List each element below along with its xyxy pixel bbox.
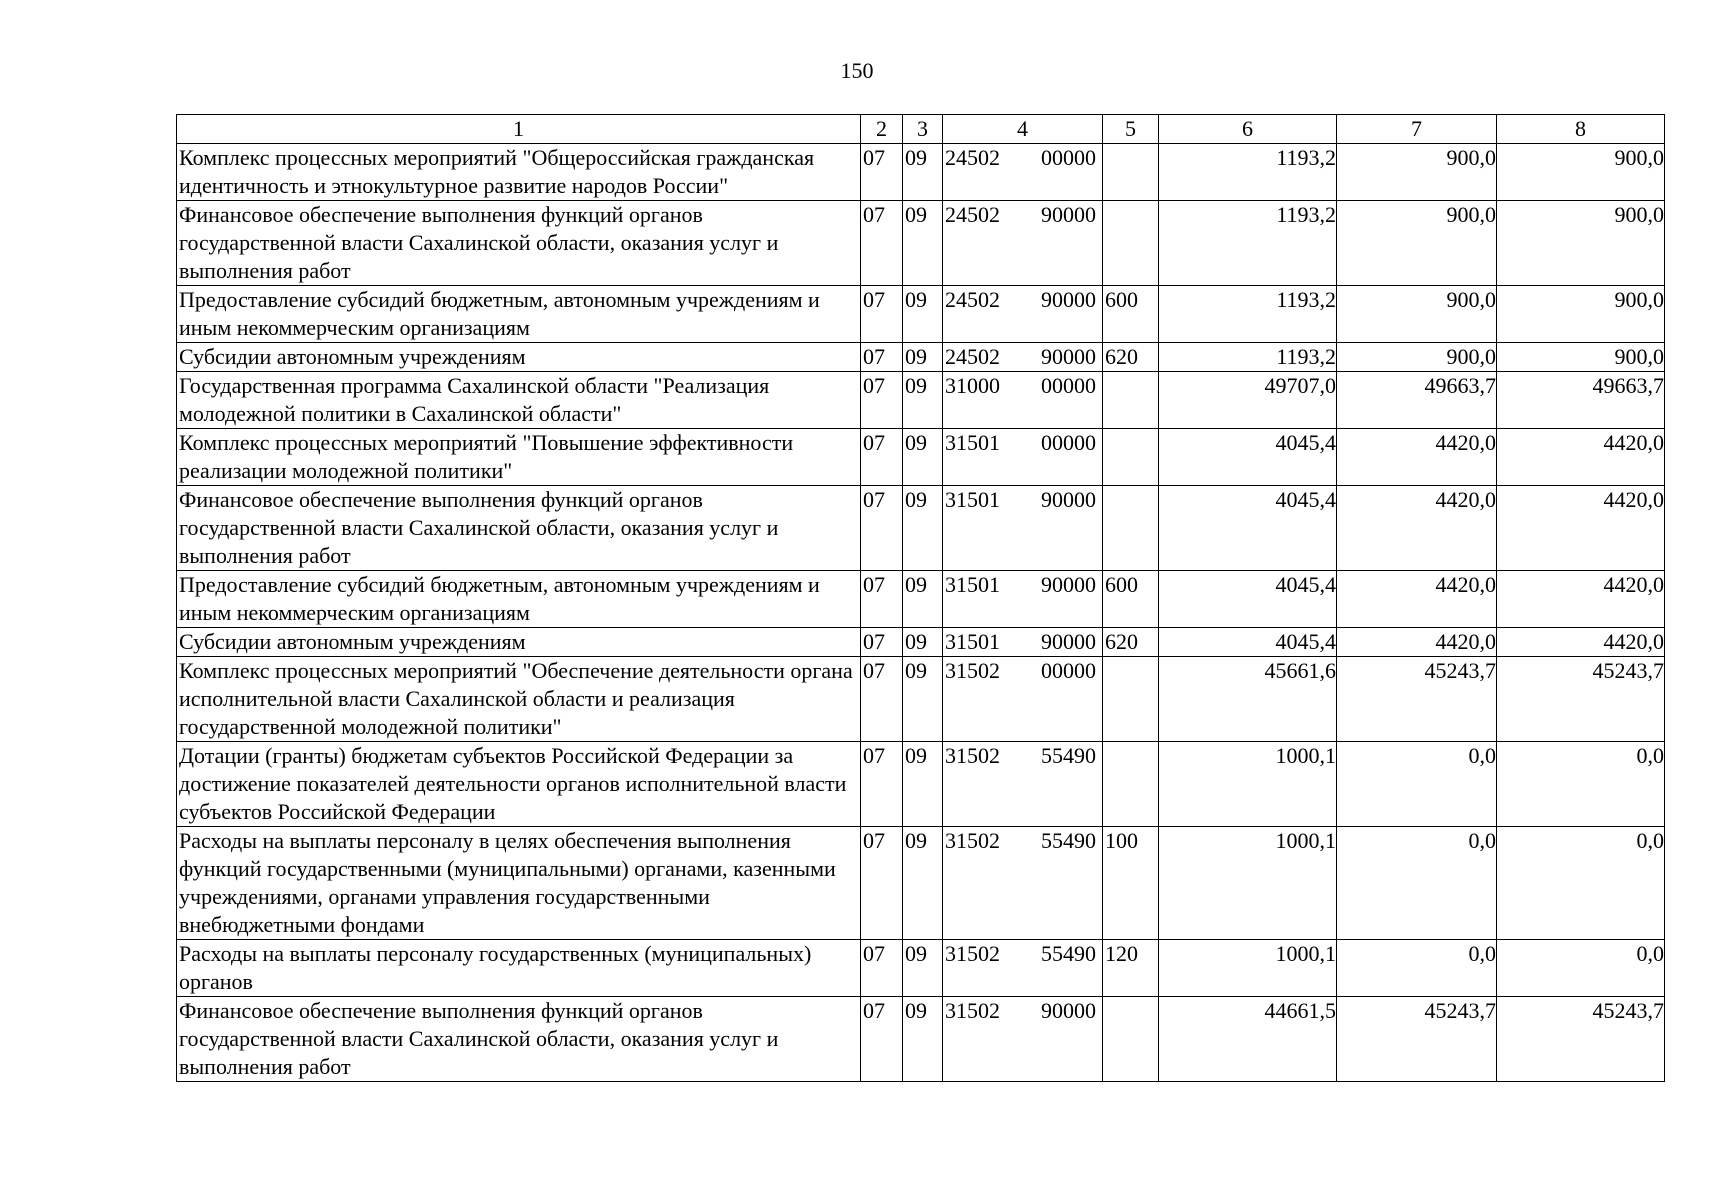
subsection-code-cell: 09 xyxy=(903,657,943,742)
amount-col-7-cell: 0,0 xyxy=(1337,940,1497,997)
direction-code: 55490 xyxy=(1041,743,1096,768)
program-code: 31501 xyxy=(945,487,1000,512)
direction-code: 90000 xyxy=(1041,487,1096,512)
target-article-cell xyxy=(943,571,1103,628)
row-name-cell: Финансовое обеспечение выполнения функций органов государственной власти Сахалинской области, оказания услуг и выполнения работ xyxy=(177,997,861,1082)
budget-table xyxy=(176,114,1665,1082)
section-code-cell: 07 xyxy=(861,628,903,657)
subsection-code-cell: 09 xyxy=(903,997,943,1082)
amount-col-7-cell: 4420,0 xyxy=(1337,628,1497,657)
program-code: 31502 xyxy=(945,941,1000,966)
program-code: 31502 xyxy=(945,743,1000,768)
direction-code: 90000 xyxy=(1041,287,1096,312)
amount-col-7-cell: 900,0 xyxy=(1337,343,1497,372)
expense-type-cell xyxy=(1103,657,1159,742)
row-name-cell: Комплекс процессных мероприятий "Обеспечение деятельности органа исполнительной власти Сахалинской области и реализация государственной молодежной политики" xyxy=(177,657,861,742)
subsection-code-cell: 09 xyxy=(903,343,943,372)
amount-col-7-cell: 45243,7 xyxy=(1337,657,1497,742)
program-code: 24502 xyxy=(945,202,1000,227)
amount-col-6-cell: 1000,1 xyxy=(1159,827,1337,940)
table-header xyxy=(177,115,1665,144)
target-article-code xyxy=(945,742,1102,770)
direction-code: 00000 xyxy=(1041,373,1096,398)
table-row xyxy=(177,429,1665,486)
subsection-code-cell: 09 xyxy=(903,201,943,286)
table-row xyxy=(177,742,1665,827)
amount-col-8-cell: 45243,7 xyxy=(1497,997,1665,1082)
target-article-code xyxy=(945,997,1102,1025)
program-code: 24502 xyxy=(945,287,1000,312)
target-article-cell xyxy=(943,343,1103,372)
row-name-cell: Предоставление субсидий бюджетным, автономным учреждениям и иным некоммерческим организациям xyxy=(177,571,861,628)
amount-col-7-cell: 0,0 xyxy=(1337,742,1497,827)
table-row xyxy=(177,657,1665,742)
section-code-cell: 07 xyxy=(861,940,903,997)
table-row xyxy=(177,372,1665,429)
target-article-code xyxy=(945,144,1102,172)
amount-col-6-cell: 1193,2 xyxy=(1159,201,1337,286)
subsection-code-cell: 09 xyxy=(903,628,943,657)
expense-type-cell xyxy=(1103,201,1159,286)
amount-col-7-cell: 4420,0 xyxy=(1337,486,1497,571)
target-article-code xyxy=(945,201,1102,229)
amount-col-6-cell: 4045,4 xyxy=(1159,486,1337,571)
target-article-cell xyxy=(943,372,1103,429)
row-name-cell: Финансовое обеспечение выполнения функций органов государственной власти Сахалинской области, оказания услуг и выполнения работ xyxy=(177,486,861,571)
expense-type-cell xyxy=(1103,144,1159,201)
section-code-cell: 07 xyxy=(861,343,903,372)
table-row xyxy=(177,144,1665,201)
target-article-code xyxy=(945,571,1102,599)
target-article-cell xyxy=(943,997,1103,1082)
header-row xyxy=(177,115,1665,144)
table-row xyxy=(177,343,1665,372)
row-name-cell: Финансовое обеспечение выполнения функций органов государственной власти Сахалинской области, оказания услуг и выполнения работ xyxy=(177,201,861,286)
amount-col-7-cell: 45243,7 xyxy=(1337,997,1497,1082)
header-col-4: 4 xyxy=(943,115,1103,144)
amount-col-7-cell: 0,0 xyxy=(1337,827,1497,940)
amount-col-6-cell: 1193,2 xyxy=(1159,343,1337,372)
row-name-cell: Расходы на выплаты персоналу государственных (муниципальных) органов xyxy=(177,940,861,997)
program-code: 31502 xyxy=(945,828,1000,853)
header-col-6: 6 xyxy=(1159,115,1337,144)
expense-type-cell xyxy=(1103,429,1159,486)
expense-type-cell xyxy=(1103,486,1159,571)
target-article-cell xyxy=(943,742,1103,827)
amount-col-7-cell: 900,0 xyxy=(1337,286,1497,343)
target-article-cell xyxy=(943,144,1103,201)
direction-code: 55490 xyxy=(1041,941,1096,966)
target-article-cell xyxy=(943,486,1103,571)
expense-type-cell: 620 xyxy=(1103,628,1159,657)
direction-code: 90000 xyxy=(1041,344,1096,369)
direction-code: 90000 xyxy=(1041,202,1096,227)
section-code-cell: 07 xyxy=(861,657,903,742)
target-article-cell xyxy=(943,429,1103,486)
header-col-3: 3 xyxy=(903,115,943,144)
row-name-cell: Комплекс процессных мероприятий "Повышение эффективности реализации молодежной политики" xyxy=(177,429,861,486)
amount-col-7-cell: 900,0 xyxy=(1337,201,1497,286)
target-article-code xyxy=(945,628,1102,656)
amount-col-6-cell: 45661,6 xyxy=(1159,657,1337,742)
amount-col-6-cell: 44661,5 xyxy=(1159,997,1337,1082)
amount-col-7-cell: 4420,0 xyxy=(1337,571,1497,628)
target-article-cell xyxy=(943,628,1103,657)
table-row xyxy=(177,286,1665,343)
target-article-cell xyxy=(943,940,1103,997)
section-code-cell: 07 xyxy=(861,144,903,201)
amount-col-6-cell: 1193,2 xyxy=(1159,286,1337,343)
amount-col-6-cell: 1000,1 xyxy=(1159,940,1337,997)
program-code: 24502 xyxy=(945,145,1000,170)
amount-col-6-cell: 1000,1 xyxy=(1159,742,1337,827)
target-article-code xyxy=(945,372,1102,400)
target-article-cell xyxy=(943,286,1103,343)
target-article-code xyxy=(945,657,1102,685)
table-row xyxy=(177,486,1665,571)
subsection-code-cell: 09 xyxy=(903,286,943,343)
amount-col-6-cell: 4045,4 xyxy=(1159,571,1337,628)
amount-col-6-cell: 4045,4 xyxy=(1159,628,1337,657)
direction-code: 90000 xyxy=(1041,629,1096,654)
row-name-cell: Предоставление субсидий бюджетным, автономным учреждениям и иным некоммерческим организациям xyxy=(177,286,861,343)
amount-col-6-cell: 1193,2 xyxy=(1159,144,1337,201)
expense-type-cell xyxy=(1103,742,1159,827)
expense-type-cell xyxy=(1103,372,1159,429)
program-code: 31501 xyxy=(945,629,1000,654)
expense-type-cell: 600 xyxy=(1103,571,1159,628)
target-article-cell xyxy=(943,827,1103,940)
direction-code: 55490 xyxy=(1041,828,1096,853)
target-article-code xyxy=(945,486,1102,514)
header-col-1: 1 xyxy=(177,115,861,144)
expense-type-cell xyxy=(1103,997,1159,1082)
amount-col-8-cell: 4420,0 xyxy=(1497,571,1665,628)
table-row xyxy=(177,997,1665,1082)
amount-col-8-cell: 4420,0 xyxy=(1497,486,1665,571)
direction-code: 90000 xyxy=(1041,998,1096,1023)
header-col-2: 2 xyxy=(861,115,903,144)
program-code: 24502 xyxy=(945,344,1000,369)
subsection-code-cell: 09 xyxy=(903,144,943,201)
header-col-5: 5 xyxy=(1103,115,1159,144)
row-name-cell: Субсидии автономным учреждениям xyxy=(177,343,861,372)
program-code: 31501 xyxy=(945,572,1000,597)
amount-col-8-cell: 900,0 xyxy=(1497,286,1665,343)
amount-col-8-cell: 4420,0 xyxy=(1497,628,1665,657)
row-name-cell: Государственная программа Сахалинской области "Реализация молодежной политики в Сахалинской области" xyxy=(177,372,861,429)
subsection-code-cell: 09 xyxy=(903,827,943,940)
expense-type-cell: 100 xyxy=(1103,827,1159,940)
expense-type-cell: 620 xyxy=(1103,343,1159,372)
section-code-cell: 07 xyxy=(861,997,903,1082)
table-row xyxy=(177,571,1665,628)
direction-code: 00000 xyxy=(1041,658,1096,683)
program-code: 31000 xyxy=(945,373,1000,398)
row-name-cell: Дотации (гранты) бюджетам субъектов Российской Федерации за достижение показателей деятельности органов исполнительной власти субъектов Российской Федерации xyxy=(177,742,861,827)
amount-col-8-cell: 45243,7 xyxy=(1497,657,1665,742)
page-number: 150 xyxy=(840,58,874,83)
amount-col-8-cell: 49663,7 xyxy=(1497,372,1665,429)
table-row xyxy=(177,827,1665,940)
amount-col-7-cell: 900,0 xyxy=(1337,144,1497,201)
subsection-code-cell: 09 xyxy=(903,372,943,429)
section-code-cell: 07 xyxy=(861,372,903,429)
amount-col-8-cell: 4420,0 xyxy=(1497,429,1665,486)
amount-col-8-cell: 0,0 xyxy=(1497,940,1665,997)
subsection-code-cell: 09 xyxy=(903,742,943,827)
subsection-code-cell: 09 xyxy=(903,940,943,997)
section-code-cell: 07 xyxy=(861,571,903,628)
target-article-code xyxy=(945,343,1102,371)
section-code-cell: 07 xyxy=(861,827,903,940)
amount-col-8-cell: 900,0 xyxy=(1497,343,1665,372)
row-name-cell: Субсидии автономным учреждениям xyxy=(177,628,861,657)
target-article-code xyxy=(945,429,1102,457)
table-row xyxy=(177,940,1665,997)
amount-col-6-cell: 4045,4 xyxy=(1159,429,1337,486)
target-article-cell xyxy=(943,657,1103,742)
amount-col-7-cell: 4420,0 xyxy=(1337,429,1497,486)
amount-col-8-cell: 900,0 xyxy=(1497,144,1665,201)
section-code-cell: 07 xyxy=(861,201,903,286)
direction-code: 00000 xyxy=(1041,145,1096,170)
header-col-7: 7 xyxy=(1337,115,1497,144)
target-article-cell xyxy=(943,201,1103,286)
subsection-code-cell: 09 xyxy=(903,429,943,486)
amount-col-8-cell: 900,0 xyxy=(1497,201,1665,286)
amount-col-8-cell: 0,0 xyxy=(1497,827,1665,940)
section-code-cell: 07 xyxy=(861,742,903,827)
table-body xyxy=(177,144,1665,1082)
amount-col-7-cell: 49663,7 xyxy=(1337,372,1497,429)
target-article-code xyxy=(945,286,1102,314)
target-article-code xyxy=(945,940,1102,968)
amount-col-6-cell: 49707,0 xyxy=(1159,372,1337,429)
table-row xyxy=(177,628,1665,657)
program-code: 31501 xyxy=(945,430,1000,455)
section-code-cell: 07 xyxy=(861,429,903,486)
subsection-code-cell: 09 xyxy=(903,571,943,628)
table-row xyxy=(177,201,1665,286)
subsection-code-cell: 09 xyxy=(903,486,943,571)
direction-code: 00000 xyxy=(1041,430,1096,455)
expense-type-cell: 120 xyxy=(1103,940,1159,997)
direction-code: 90000 xyxy=(1041,572,1096,597)
program-code: 31502 xyxy=(945,658,1000,683)
section-code-cell: 07 xyxy=(861,286,903,343)
program-code: 31502 xyxy=(945,998,1000,1023)
header-col-8: 8 xyxy=(1497,115,1665,144)
row-name-cell: Расходы на выплаты персоналу в целях обеспечения выполнения функций государственными (муниципальными) органами, казенными учреждениями, органами управления государственными внебюджетными фондами xyxy=(177,827,861,940)
amount-col-8-cell: 0,0 xyxy=(1497,742,1665,827)
expense-type-cell: 600 xyxy=(1103,286,1159,343)
target-article-code xyxy=(945,827,1102,855)
section-code-cell: 07 xyxy=(861,486,903,571)
row-name-cell: Комплекс процессных мероприятий "Общероссийская гражданская идентичность и этнокультурное развитие народов России" xyxy=(177,144,861,201)
